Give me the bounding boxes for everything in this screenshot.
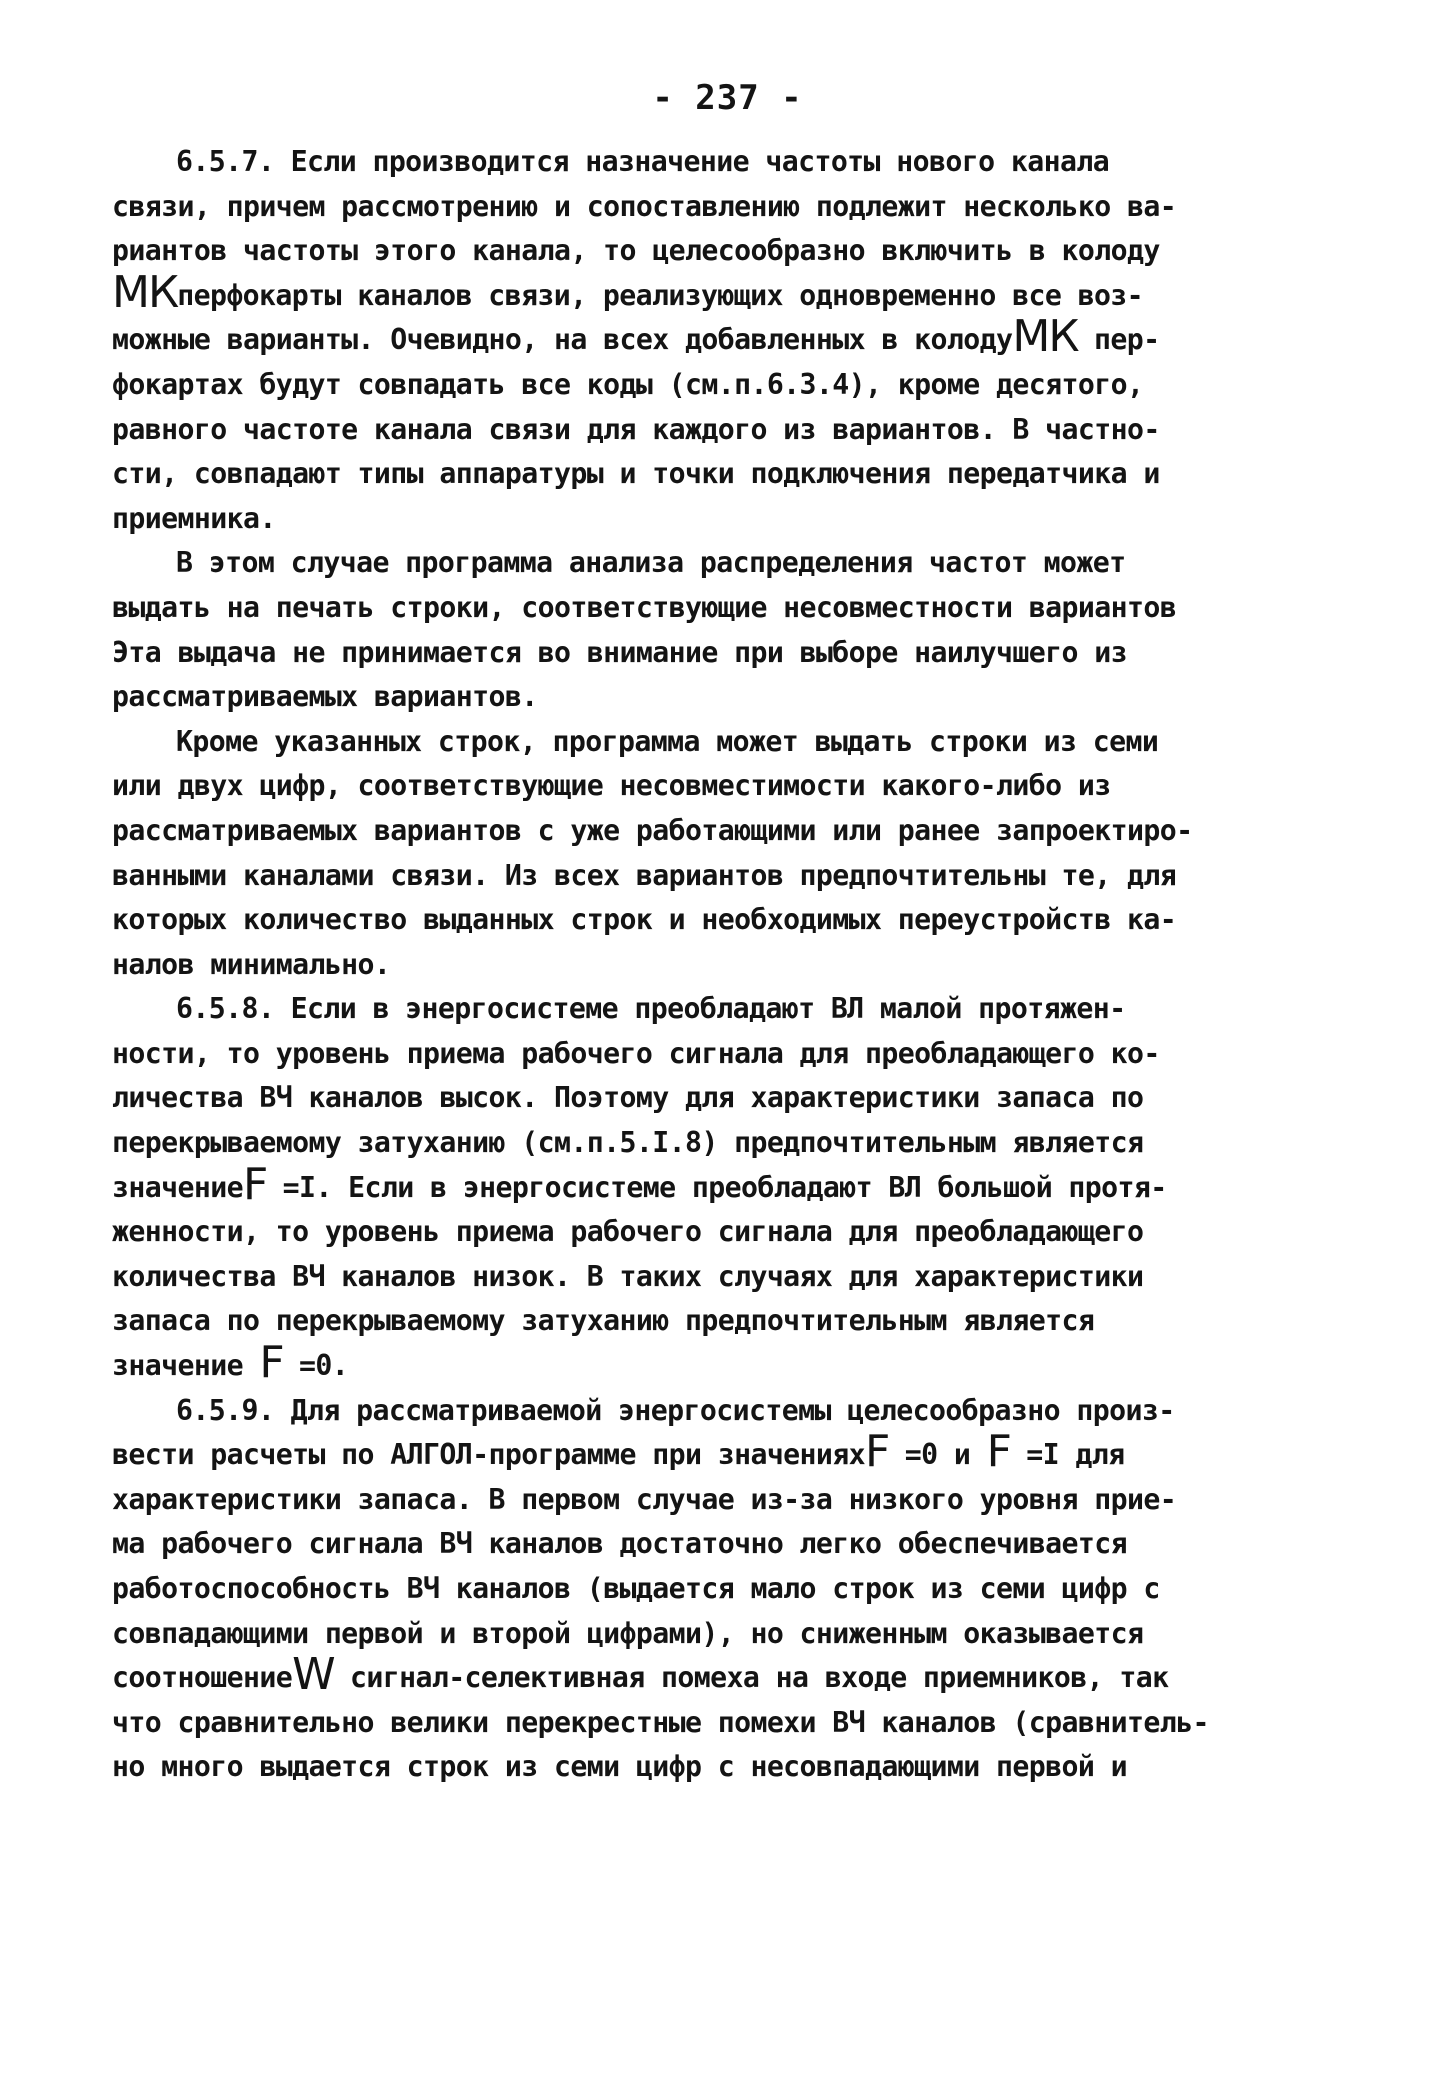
body-text xyxy=(112,140,1367,1790)
text-line: работоспособность ВЧ каналов (выдается мало строк из семи цифр с xyxy=(112,1572,1160,1605)
text-line: фокартах будут совпадать все коды (см.п.6.3.4), кроме десятого, xyxy=(112,367,1144,401)
text-line: приемника. xyxy=(112,501,276,535)
text-line: рассматриваемых вариантов. xyxy=(112,680,538,714)
text-line: ма рабочего сигнала ВЧ каналов достаточно легко обеспечивается xyxy=(112,1527,1127,1561)
text-line: совпадающими первой и второй цифрами), но сниженным оказывается xyxy=(112,1616,1144,1650)
text-line: вести расчеты по АЛГОЛ-программе при значенияхF =0 и F =I для xyxy=(112,1426,1125,1478)
text-line: что сравнительно велики перекрестные помехи ВЧ каналов (сравнитель- xyxy=(112,1705,1209,1739)
text-line: Эта выдача не принимается во внимание при выборе наилучшего из xyxy=(112,635,1127,669)
page-number: - 237 - xyxy=(652,78,803,118)
text-line: можные варианты. Очевидно, на всех добавленных в колодуМК пер- xyxy=(112,311,1160,363)
text-line: женности, то уровень приема рабочего сигнала для преобладающего xyxy=(112,1215,1144,1249)
text-line: или двух цифр, соответствующие несовместимости какого-либо из xyxy=(112,769,1111,803)
text-line: количества ВЧ каналов низок. В таких случаях для характеристики xyxy=(112,1259,1144,1293)
text-line: соотношениеW сигнал-селективная помеха на входе приемников, так xyxy=(112,1649,1169,1701)
text-line: Кроме указанных строк, программа может выдать строки из семи xyxy=(176,724,1159,758)
handwritten-w-symbol: W xyxy=(292,1649,334,1701)
handwritten-f-symbol: F xyxy=(865,1426,889,1478)
handwritten-f-symbol: F xyxy=(259,1337,283,1389)
handwritten-f-symbol: F xyxy=(986,1426,1010,1478)
text-line: ванными каналами связи. Из всех вариантов предпочтительны те, для xyxy=(112,858,1177,892)
text-line: запаса по перекрываемому затуханию предпочтительным является xyxy=(112,1304,1095,1338)
text-line: налов минимально. xyxy=(112,947,391,981)
handwritten-f-symbol: F xyxy=(242,1158,267,1210)
text-line: перекрываемому затуханию (см.п.5.I.8) предпочтительным является xyxy=(112,1126,1144,1160)
text-line: равного частоте канала связи для каждого из вариантов. В частно- xyxy=(112,412,1160,446)
text-line: связи, причем рассмотрению и сопоставлению подлежит несколько ва- xyxy=(112,189,1177,223)
text-line: характеристики запаса. В первом случае из-за низкого уровня прие- xyxy=(112,1482,1177,1516)
text-line: МКперфокарты каналов связи, реализующих одновременно все воз- xyxy=(112,266,1144,318)
text-line: значение F =0. xyxy=(112,1337,349,1389)
text-line: выдать на печать строки, соответствующие несовместности вариантов xyxy=(112,590,1177,624)
text-line: 6.5.7. Если производится назначение частоты нового канала xyxy=(176,145,1110,178)
text-line: значениеF =I. Если в энергосистеме преобладают ВЛ большой протя- xyxy=(112,1158,1167,1210)
text-line: но много выдается строк из семи цифр с несовпадающими первой и xyxy=(112,1750,1127,1784)
text-line: личества ВЧ каналов высок. Поэтому для характеристики запаса по xyxy=(112,1081,1144,1115)
text-line: В этом случае программа анализа распределения частот может xyxy=(176,546,1126,580)
text-line: сти, совпадают типы аппаратуры и точки подключения передатчика и xyxy=(112,457,1160,491)
handwritten-mk-symbol: МК xyxy=(112,266,178,318)
text-line: которых количество выданных строк и необходимых переустройств ка- xyxy=(112,903,1177,937)
handwritten-mk-symbol: МК xyxy=(1012,311,1078,363)
text-line: 6.5.8. Если в энергосистеме преобладают ВЛ малой протяжен- xyxy=(176,992,1126,1026)
text-line: 6.5.9. Для рассматриваемой энергосистемы целесообразно произ- xyxy=(176,1393,1175,1427)
text-line: риантов частоты этого канала, то целесообразно включить в колоду xyxy=(112,234,1160,268)
text-line: рассматриваемых вариантов с уже работающими или ранее запроектиро- xyxy=(112,813,1193,847)
text-line: ности, то уровень приема рабочего сигнала для преобладающего ко- xyxy=(112,1036,1160,1070)
